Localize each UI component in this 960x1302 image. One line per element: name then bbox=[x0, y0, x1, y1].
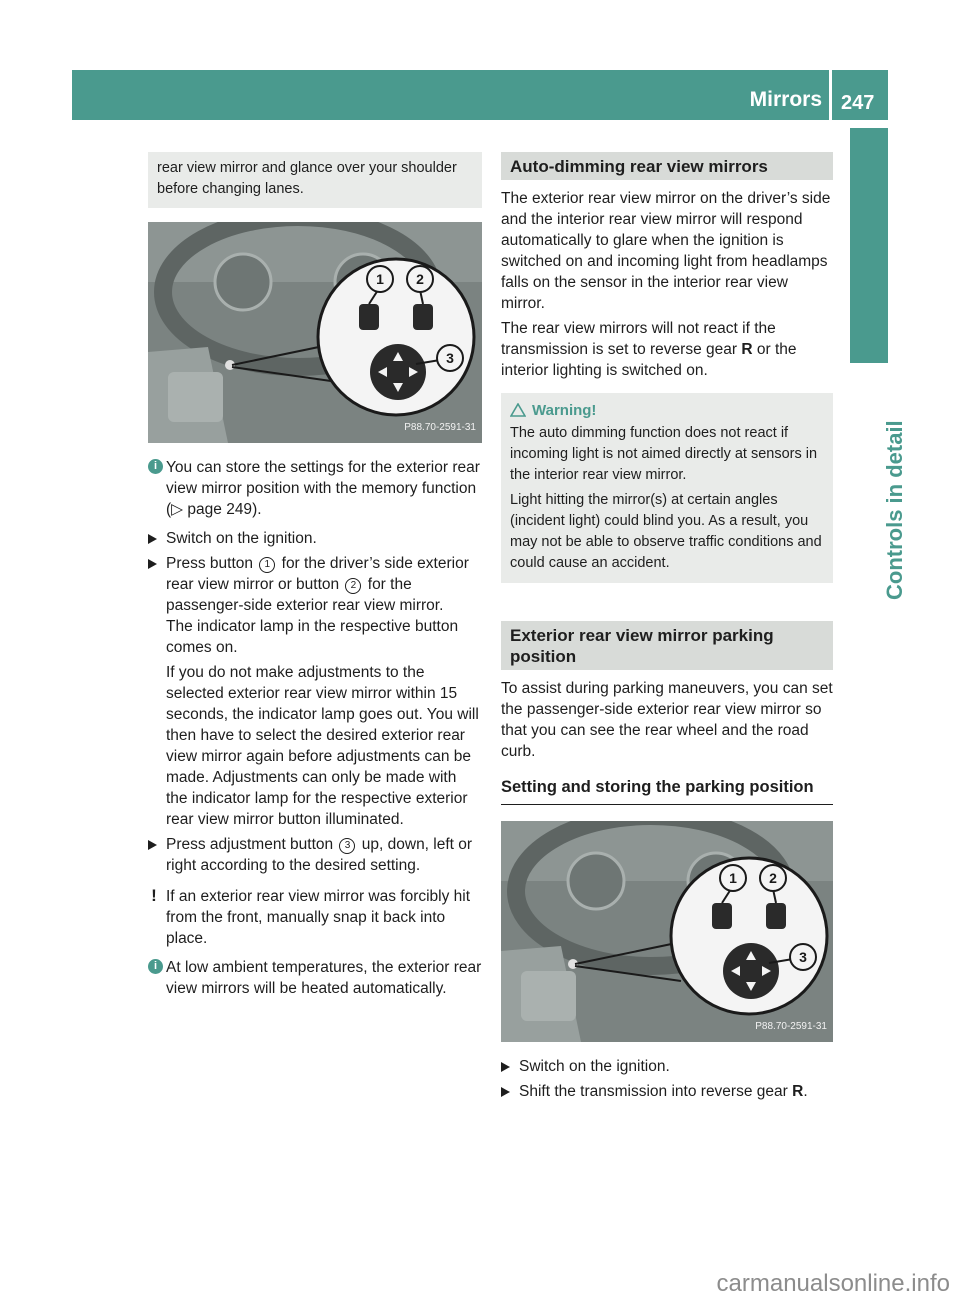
step-arrow-icon bbox=[501, 1087, 510, 1097]
mirror-buttons-figure bbox=[148, 222, 482, 443]
info-note-heating bbox=[148, 957, 482, 999]
exclamation-icon: ! bbox=[151, 886, 157, 905]
side-tab bbox=[850, 128, 888, 363]
header-divider bbox=[829, 70, 832, 120]
step-text: Switch on the ignition. bbox=[519, 1058, 670, 1075]
figure-label-3: 3 bbox=[799, 949, 807, 965]
ref-number-1: 1 bbox=[259, 557, 275, 573]
warning-title: Warning! bbox=[532, 402, 597, 419]
step-text: for the passenger-side exterior rear view mirror. bbox=[166, 576, 444, 614]
figure-ref-code: P88.70-2591-31 bbox=[755, 1021, 827, 1032]
page-ref-link[interactable]: page 249 bbox=[187, 501, 253, 518]
step-press-button bbox=[148, 553, 482, 830]
continued-box bbox=[148, 152, 482, 208]
side-label bbox=[855, 365, 907, 605]
step-text: for the driver’s side exterior rear view mirror or button bbox=[166, 555, 469, 593]
step-text: up, down, left or right according to the desired setting. bbox=[166, 836, 473, 874]
warning-box bbox=[501, 393, 833, 583]
right-column bbox=[501, 152, 833, 1106]
page-ref-arrow-icon: ▷ bbox=[171, 501, 184, 518]
step-detail: The indicator lamp in the respective button comes on. bbox=[166, 618, 459, 656]
info-icon: i bbox=[148, 459, 163, 474]
paragraph-text: or the interior lighting is switched on. bbox=[501, 341, 797, 379]
step-detail: If you do not make adjustments to the selected exterior rear view mirror within 15 seconds, the indicator lamp goes out. You will then have to select the desired exterior rear view mirror again before adjustments can be made. Adjustments can only be made with the indicator lamp for the respective exterior rear view mirror button illuminated. bbox=[166, 664, 479, 828]
section-title-auto-dimming: Auto-dimming rear view mirrors bbox=[501, 152, 833, 180]
info-text: At low ambient temperatures, the exterior rear view mirrors will be heated automatically. bbox=[166, 959, 482, 997]
gear-label: R bbox=[741, 341, 753, 358]
step-arrow-icon bbox=[148, 534, 157, 544]
figure-illustration bbox=[148, 222, 482, 443]
figure-ref-code: P88.70-2591-31 bbox=[404, 422, 476, 433]
paragraph-text: The rear view mirrors will not react if the transmission is set to reverse gear bbox=[501, 320, 776, 358]
step-text: Shift the transmission into reverse gear bbox=[519, 1083, 793, 1100]
gear-label: R bbox=[792, 1083, 804, 1100]
caution-note bbox=[148, 886, 482, 949]
continued-text: rear view mirror and glance over your shoulder before changing lanes. bbox=[157, 160, 457, 197]
paragraph: The exterior rear view mirror on the driver’s side and the interior rear view mirror will respond automatically to glare when the ignition is switched on and incoming light from headlamps falls on the sensor in the interior rear view mirror. bbox=[501, 190, 831, 312]
ref-number-2: 2 bbox=[345, 578, 361, 594]
step-text: Press button bbox=[166, 555, 258, 572]
step-text: Switch on the ignition. bbox=[166, 530, 317, 547]
parking-position-figure bbox=[501, 821, 833, 1042]
figure-label-2: 2 bbox=[769, 870, 777, 886]
figure-label-2: 2 bbox=[416, 271, 424, 287]
watermark: carmanualsonline.info bbox=[716, 1270, 950, 1297]
warning-text: Light hitting the mirror(s) at certain angles (incident light) could blind you. As a result, you may not be able to observe traffic conditions and could cause an accident. bbox=[510, 492, 822, 571]
figure-label-3: 3 bbox=[446, 350, 454, 366]
step-text: . bbox=[803, 1083, 808, 1100]
step-arrow-icon bbox=[501, 1062, 510, 1072]
ref-number-3: 3 bbox=[339, 838, 355, 854]
info-text-end: ). bbox=[252, 501, 262, 518]
caution-text: If an exterior rear view mirror was forcibly hit from the front, manually snap it back into place. bbox=[166, 888, 471, 947]
section-title-parking-position: Exterior rear view mirror parking position bbox=[501, 621, 833, 670]
step-ignition bbox=[501, 1056, 833, 1077]
figure-label-1: 1 bbox=[376, 271, 384, 287]
step-ignition bbox=[148, 528, 482, 549]
page-title: Mirrors bbox=[749, 88, 822, 111]
step-arrow-icon bbox=[148, 840, 157, 850]
figure-illustration bbox=[501, 821, 833, 1042]
left-column bbox=[148, 152, 482, 1007]
step-text: Press adjustment button bbox=[166, 836, 338, 853]
info-note bbox=[148, 457, 482, 520]
page-number: 247 bbox=[841, 92, 875, 114]
paragraph: To assist during parking maneuvers, you can set the passenger-side exterior rear view mirror so that you can see the rear wheel and the road curb. bbox=[501, 680, 833, 760]
step-arrow-icon bbox=[148, 559, 157, 569]
subsection-title: Setting and storing the parking position bbox=[501, 776, 833, 805]
step-adjust bbox=[148, 834, 482, 876]
step-reverse-gear bbox=[501, 1081, 833, 1102]
paragraph bbox=[501, 318, 833, 381]
side-label-text: Controls in detail bbox=[882, 420, 907, 600]
warning-triangle-icon bbox=[510, 403, 526, 417]
info-text: You can store the settings for the exterior rear view mirror position with the memory function ( bbox=[166, 459, 480, 518]
warning-text: The auto dimming function does not react if incoming light is not aimed directly at sensors in the interior rear view mirror. bbox=[510, 425, 818, 483]
warning-heading bbox=[510, 400, 827, 421]
info-icon: i bbox=[148, 959, 163, 974]
figure-label-1: 1 bbox=[729, 870, 737, 886]
